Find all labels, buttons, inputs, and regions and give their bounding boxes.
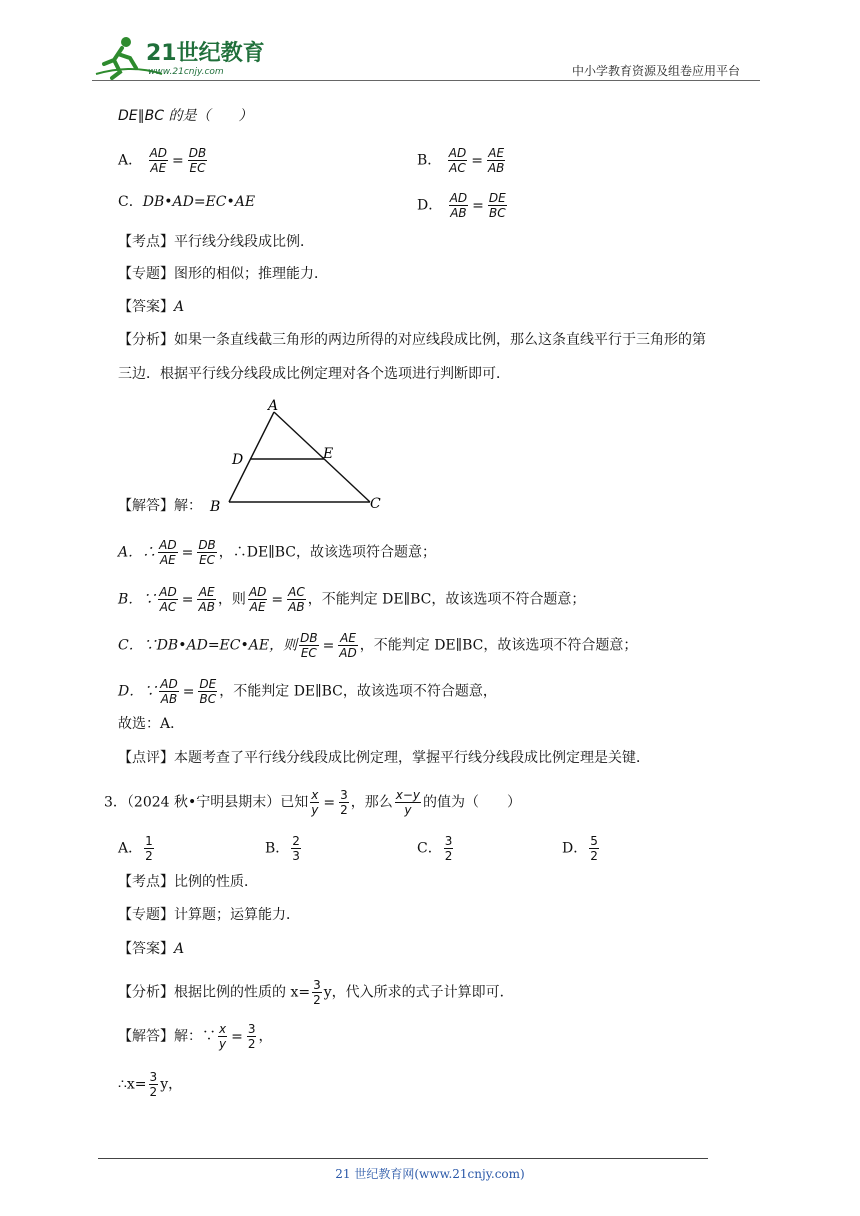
logo-title: 21世纪教育 <box>146 41 265 66</box>
option-label: C． <box>118 194 143 210</box>
q3-option-a: A． $\frac{1}{2}$ <box>118 834 153 863</box>
vertex-label-a: A <box>268 398 279 414</box>
q3-final: ∴x= $\frac{3}{2}$ y， <box>118 1070 183 1099</box>
side-ac <box>274 412 370 502</box>
header-platform-text: 中小学教育资源及组卷应用平台 <box>572 64 741 78</box>
option-label: A． <box>118 152 143 169</box>
q3-option-b: B． $\frac{2}{3}$ <box>265 834 300 863</box>
q3-analysis: 【分析】根据比例的性质的 x= $\frac{3}{2}$ y，代入所求的式子计算即可． <box>118 978 514 1007</box>
q3-solution: 【解答】解：∵ $\frac{x}{y}$ = $\frac{3}{2}$ ， <box>118 1022 273 1051</box>
q2-option-c <box>118 192 255 212</box>
q2-option-d: D． $\frac{AD}{AB}$ = $\frac{DE}{BC}$ <box>417 191 506 220</box>
q3-kaodian: 【考点】比例的性质． <box>118 874 258 890</box>
header-divider <box>92 80 760 81</box>
q2-zhuanti: 【专题】图形的相似；推理能力． <box>118 266 328 282</box>
q2-option-a: A． $\frac{AD}{AE}$ = $\frac{DB}{EC}$ <box>118 146 207 175</box>
vertex-label-c: C <box>370 496 381 512</box>
site-logo <box>92 34 272 80</box>
q2-solution-c: C．∵DB•AD=EC•AE，则 $\frac{DB}{EC}$ = $\frac{AE}{AD}$ ，不能判定 DE∥BC，故该选项不符合题意； <box>118 631 638 660</box>
vertex-label-d: D <box>232 452 244 468</box>
q2-analysis-line1: 【分析】如果一条直线截三角形的两边所得的对应线段成比例，那么这条直线平行于三角形的第 <box>118 332 706 348</box>
option-c-text: DB•AD=EC•AE <box>142 194 256 210</box>
footer-divider <box>98 1158 708 1159</box>
q2-solution-a: A．∴ $\frac{AD}{AE}$ = $\frac{DB}{EC}$ ，∴DE∥BC，故该选项符合题意； <box>118 538 436 567</box>
q2-solution-b: B．∵ $\frac{AD}{AC}$ = $\frac{AE}{AB}$ ，则 $\frac{AD}{AE}$ = $\frac{AC}{AB}$ ，不能判定 DE∥BC，故该选项不符合题意； <box>118 585 586 614</box>
q3-zhuanti: 【专题】计算题；运算能力． <box>118 907 300 923</box>
q2-analysis-line2: 三边．根据平行线分线段成比例定理对各个选项进行判断即可． <box>118 366 510 382</box>
triangle-figure <box>200 398 400 520</box>
vertex-label-b: B <box>210 499 221 515</box>
q2-comment: 【点评】本题考查了平行线分线段成比例定理，掌握平行线分线段成比例定理是关键． <box>118 750 650 766</box>
q2-solution-label: 【解答】解： <box>118 498 202 514</box>
q3-stem: 3．（2024 秋•宁明县期末）已知 $\frac{x}{y}$ = $\frac{3}{2}$ ，那么 $\frac{x-y}{y}$ 的值为（ ） <box>104 788 521 817</box>
q3-option-d: D． $\frac{5}{2}$ <box>562 834 598 863</box>
q2-answer: 【答案】A <box>118 299 185 315</box>
footer-site-link[interactable]: 21 世纪教育网(www.21cnjy.com) <box>335 1167 525 1181</box>
option-label: D． <box>417 197 443 214</box>
q2-option-b: B． $\frac{AD}{AC}$ = $\frac{AE}{AB}$ <box>417 146 505 175</box>
vertex-label-e: E <box>323 446 334 462</box>
q2-stem-tail: DE∥BC 的是（ ） <box>118 108 253 124</box>
q2-solution-d: D．∵ $\frac{AD}{AB}$ = $\frac{DE}{BC}$ ，不能判定 DE∥BC，故该选项不符合题意， <box>118 677 497 706</box>
q2-choice: 故选：A． <box>118 716 185 732</box>
option-label: B． <box>417 152 442 169</box>
q3-answer: 【答案】A <box>118 941 185 957</box>
q3-option-c: C． $\frac{3}{2}$ <box>417 834 453 863</box>
q2-kaodian: 【考点】平行线分线段成比例． <box>118 234 314 250</box>
logo-url: www.21cnjy.com <box>148 67 224 77</box>
